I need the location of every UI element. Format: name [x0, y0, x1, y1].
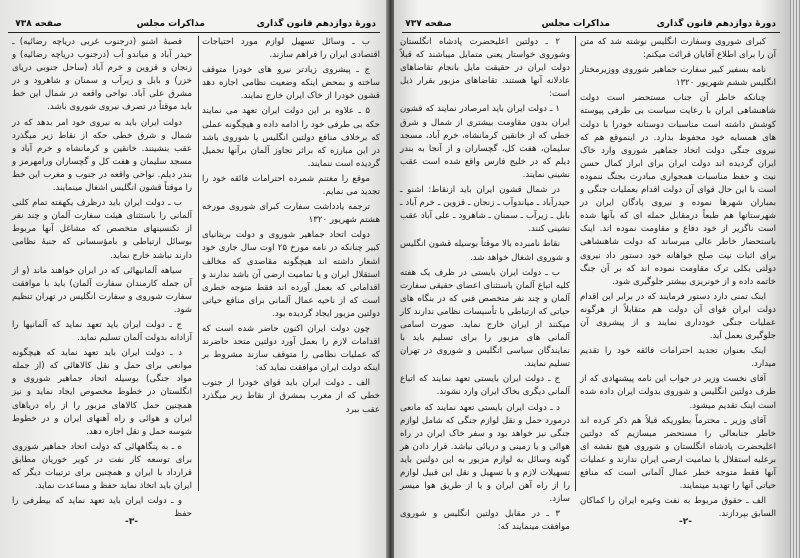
paragraph: کبرای شوروی وسفارت انگلیس نوشته شد که متن آن را برای اطلاع آقایان قرائت میکنم:: [580, 37, 776, 61]
paragraph: الف ـ دولت ایران باید قوای خودرا از جنوب خطی که از مغرب بمشرق از نقاط زیر میگذرد عقب ببرد: [202, 378, 380, 415]
paragraph: قصبهٔ اشنو (درجنوب غربی دریاچه رضائیه) ـ حیدر آباد و میاندو آب (درجنوب دریاچه رضائیه) و زنجان و قزوین و خرم آباد (ساحل جنوبی دریای خزر) و بابل و زیرآب و سمنان و شاهرود و در مشرق علی آباد. نواحی واقعه در شمال این خط باید موقتاً در تصرف نیروی شوروی باشد.: [12, 37, 192, 113]
page-footer-number: -۲-: [679, 517, 692, 527]
paragraph: ۲ ـ دولتین اعلیحضرت پادشاه انگلستان وشوروی خواستار یعنی متمایل میباشند که قبلاً دولت ایران در حقیقت مایل بانجام تقاضاهای عادلانه آنها هستند. تقاضاهای مزبور بقرار ذیل است:: [400, 37, 570, 100]
page-footer-number: -۳-: [125, 517, 138, 527]
paragraph: سیاهه آلمانیهائی که در ایران خواهند ماند (و از آن جمله کارمندان سفارت آلمان) باید با موافقت سفارت شوروی و سفارت انگلیس در تهران تنظیم شود.: [12, 265, 192, 315]
column-divider: [575, 36, 576, 491]
paragraph: آقای وزیر ـ محترماً بطوریکه قبلاً هم ذکر کرده اند خاطر جنابعالی را مستحضر میسازیم که دولتین اعلیحضرت پادشاه انگلستان و شوروی هیچ نقشه ای برعلیه استقلال یا تمامیت ارضی ایران ندارند و عملیات آنها فقط متوجه خطر عمال آلمانی است که منافع حیاتی آنها را تهدید مینمایند.: [580, 415, 776, 492]
header-period: دورهٔ دوازدهم قانون گذاری: [256, 19, 376, 29]
paragraph: نامه بسفیر کبیر سفارت جماهیر شوروی ووزیرمختار انگلیس ششم شهریور ۱۳۲۰: [580, 65, 776, 89]
paragraph: د ـ دولت ایران بایستی تعهد نمایند که مانعی درمورد حمل و نقل لوازم جنگی که شامل لوازم جنگی نیز خواهد بود و سفر خاک ایران در راه هوائی و یا زمینی و دریائی نباشد. قرار دادن هر گونه وسائل به لوازم مزبور به این دولتین باید تسهیلات لازم و با تسهیل و نقل این قبیل لوازم را از راه آهن ایران و یا از طریق هوا میسر سازد.: [400, 402, 570, 505]
paragraph: دولت ایران باید به نیروی خود امر بدهد که در شمال و شرق خطی حکه از نقاط زیر میگذرد عقب بنشینند. خانقین و کرمانشاه و خرم آباد و مسجد سلیمان و هفت کل و گچساران ورامهرمز و بندر دیلم. نواحی واقعه در جنوب و مغرب این خط را موقتاً قشون انگلیس اشغال مینمایند.: [12, 117, 192, 194]
paragraph: نقاط نامبرده بالا موقتاً بوسیله قشون انگلیس و شوروی اشغال خواهد شد.: [400, 239, 570, 263]
paragraph: ب ـ دولت ایران باید درظرف یکهفته تمام کلنی آلمانی را باستثنای هیئت سفارت آلمان و چند نفر از تکنسینهای متخصص که مشاغل آنها مربوط بوسائل ارتباطی و بامؤسسانی که جنبهٔ نظامی دارند نباشد خارج نماید.: [12, 198, 192, 261]
paragraph: ۳ ـ در مقابل دولتین انگلیس و شوروی موافقت مینمایند که:: [400, 509, 570, 533]
paragraph: اینک تمنی دارد دستور فرمایند که در برابر این اقدام دولت ایران قوای آن دولت هم متقابلاً از هرگونه عملیات جنگی خودداری نمایند و از پیشروی آن جلوگیری بعمل آید.: [580, 291, 776, 342]
paragraph: و ـ دولت ایران باید تعهد نماید که بیطرفی را حفظ: [12, 496, 192, 520]
column-divider: [198, 36, 199, 491]
paragraph: ج ـ دولت ایران باید تعهد نماید که آلمانیها را آزادانه بدولت آلمان تسلیم نماید.: [12, 319, 192, 344]
header-center: مذاکرات مجلس: [136, 19, 205, 29]
paragraph: آقای نخست وزیر در جواب این نامه پیشنهادی که از طرف دولتین انگلیس و شوروی بدولت ایران داده شده است اینک تقدیم میشود.: [580, 374, 776, 411]
column-left: [400, 36, 570, 533]
paragraph: موقع را مغتنم شمرده احترامات فائقه خود را تجدید می نمایم.: [202, 173, 380, 198]
paragraph: ۱ ـ دولت ایران باید امرصادر نمایند که قشون ایران بدون مقاومت بیشتری از شمال و شرق خطی که از خانقین کرمانشاه، خرم آباد، مسجد سلیمان، هفت کل، گچساران و از آنجا به بندر دیلم که در خلیج فارس واقع شده است عقب نشینی نمایند.: [400, 104, 570, 180]
paragraph: چنانکه خاطر آن جناب مستحضر است دولت شاهنشاهی ایران با رعایت سیاست بی طرفی پیوسته کوشش داشته است مناسبات دوستانه خودرا با دولت های همسایه خود محفوظ بدارد. در اینموقع هم که نیروی جنگی دولت اتحاد جماهیر شوروی وارد خاک ایران گردیده اند دولت ایران برای ابراز کمال حسن نیت و حفظ مناسبات همجواری مبادرت بجنگ ننموده است با این حال قوای آن دولت اقدام بعملیات جنگی و بمباران شهرها نموده و نیروی پادگان ایران در شهرستانها هم طبعاً درمقابل حمله ای که بآنها شده است ناگزیر از خود دفاع و مقاومت نموده اند. اینک باستحضار خاطر عالی میرساند که دولت شاهنشاهی برای اثبات نیت صلح خواهانه خود دستور داد نیروی دولتی بکلی ترک مقاومت نموده اند که بر آن جنگ خاتمه داده و از خونریزی بیشتر جلوگیری شود.: [580, 93, 776, 287]
column-right: [580, 36, 776, 520]
paragraph: ج ـ پیشروی زیادتر نیرو های خودرا متوقف ساخته و بمحض اینکه وضعیت نظامی اجازه دهد قشون خودرا از خاک ایران خارج نمایند.: [202, 65, 380, 102]
paragraph: ه ـ به پنگاههائی که دولت اتحاد جماهیر شوروی برای توسعه کار نفت در کویر خوریان مطابق قرارداد با ایران و همچنین برای ترتیبات دیگر که ایران باید اتخاذ نماید حفظ و مساعدت نماید.: [12, 441, 192, 492]
page-737: [394, 0, 800, 558]
paragraph: در شمال قشون ایران باید ازنقاط: اشنو ـ حیدرآباد ـ میاندوآب ـ زنجان ـ قزوین ـ خرم آباد ـ بابل ـ زیرآب ـ سمنان ـ شاهرود ـ علی آباد عقب نشینی کنند.: [400, 185, 570, 235]
paragraph: ۵ ـ علاوه بر این دولت ایران تعهد می نمایند حکه بی طرفی خود را ادامه داده و هیچگونه عملی که برخلاف منافع دولتین انگلیس یا شوروی باشد در این مبارزه که براثر تجاوز آلمان برآنها تحمیل گردیده است ننمایند.: [202, 106, 380, 169]
paragraph: ج ـ دولت ایران بایستی تعهد نمایند که اتباع آلمانی دیگری بخاک ایران وارد نشوند.: [400, 374, 570, 398]
page-header: [8, 18, 380, 33]
page-738: [0, 0, 388, 558]
page-header: [402, 18, 780, 33]
paragraph: ب ـ دولت ایران بایستی در ظرف یک هفته کلیه اتباع آلمان باستثنای اعضای حقیقی سفارت آلمان و چند نفر متخصص فنی که در بنگاه های حیاتی که ارتباطی با تأسیسات نظامی ندارند کار میکنند از ایران خارج نماید. صورت اسامی آلمانی های مزبور را برای تسلیم باید با نمایندگان سیاسی انگلیس و شوروی در تهران تسلیم نمایند.: [400, 267, 570, 370]
column-left: [12, 36, 192, 520]
paragraph: ب ـ وسائل تسهیل لوازم مورد احتیاجات اقتصادی ایران را فراهم سازند.: [202, 37, 380, 61]
paragraph: دولت اتحاد جماهیر شوروی و دولت بریتانیای کبیر چنانکه در نامه مورخ ۲۵ اوت سال جاری خود اشعار داشته اند هیچگونه مقاصدی که مخالف استقلال ایران و یا تمامیت ارضی آن باشد ندارند و اقداماتی که بعمل آورده اند فقط متوجه خطری است که از ناحیه عمال آلمانی برای منافع حیاتی دولتین مزبور ایجاد گردیده بود.: [202, 230, 380, 319]
header-page-number: صفحه ۷۳۷: [405, 19, 452, 29]
header-period: دورهٔ دوازدهم قانون گذاری: [656, 19, 776, 29]
paragraph: د ـ دولت ایران باید تعهد نماید که هیچگونه موانعی برای حمل و نقل کالاهائی که (از جمله مواد جنگی) بوسیله اتحاد جماهیر شوروی و انگلستان در خطوط مخصوص ایجاد نماید و نیز همچنین حمل کالاهای مزبور را از راه دریاهای ایران و هوائی و راه آهنهای ایران و در خطوط شوسه حمل و نقل اجازه دهد.: [12, 348, 192, 437]
column-right: [202, 36, 380, 491]
header-page-number: صفحه ۷۳۸: [15, 19, 62, 29]
page-edges: [790, 0, 800, 558]
header-center: مذاکرات مجلس: [541, 19, 610, 29]
paragraph: الف ـ حقوق مربوط به نفت وغیره ایران را کماکان السابق بپردازند.: [580, 496, 776, 520]
paragraph: چون دولت ایران اکنون حاضر شده است که اقدامات لازم را بعمل آورد دولتین متحد حاضرند که عملیات نظامی را متوقف سازند مشروط بر اینکه دولت ایران موافقت نماید که:: [202, 323, 380, 374]
paragraph: اینک بعنوان تجدید احترامات فائقه خود را تقدیم میدارد.: [580, 346, 776, 370]
paragraph: ترجمه یادداشت سفارت کبرای شوروی مورخه هشتم شهریور ۱۳۲۰: [202, 202, 380, 226]
